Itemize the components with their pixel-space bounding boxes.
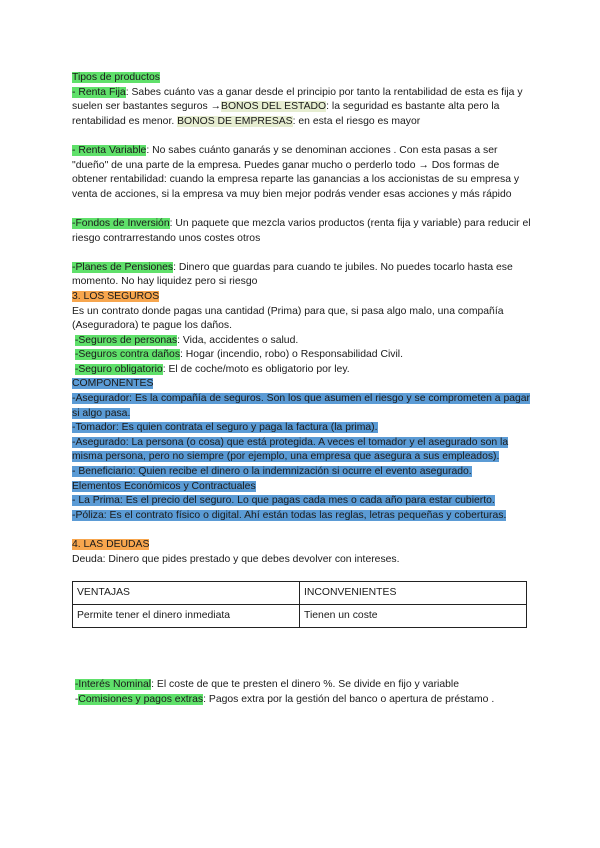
renta-fija-paragraph xyxy=(72,86,532,130)
fondos-label: -Fondos de Inversión xyxy=(72,217,170,229)
seguros-danos-label: -Seguros contra daños xyxy=(74,349,181,361)
elementos-heading xyxy=(72,480,532,495)
table-header-row xyxy=(73,582,527,605)
seguros-heading xyxy=(72,290,532,305)
interes-nominal-label: -Interés Nominal xyxy=(74,679,152,691)
seguros-danos-text: : Hogar (incendio, robo) o Responsabilidad Civil. xyxy=(180,349,403,361)
seguros-obligatorio-text: : El de coche/moto es obligatorio por ley. xyxy=(162,363,350,375)
seguros-personas xyxy=(72,334,532,349)
componente-asegurado xyxy=(72,436,532,465)
componentes-heading-text: COMPONENTES xyxy=(72,378,154,390)
seguros-intro: Es un contrato donde pagas una cantidad (Prima) para que, si pasa algo malo, una compañía (Aseguradora) te pague los daños. xyxy=(72,305,504,332)
ventajas-table xyxy=(72,581,527,628)
bonos-estado-label: BONOS DEL ESTADO xyxy=(221,101,327,113)
componente-beneficiario xyxy=(72,465,532,480)
renta-variable-text: : No sabes cuánto ganarás y se denominan acciones . Con esta pasas a ser "dueño" de una parte de la empresa. Puedes ganar mucho o perderlo todo → Dos formas de obtener rentabilidad: cuando la empresa reparte las ganancias a los accionistas de su empresa y venta de acciones, si la empresa va muy bien mejor podrás vender esas acciones y más rápido xyxy=(72,144,520,200)
componente-aseguradora-text: -Asegurador: Es la compañía de seguros. Son los que asumen el riesgo y se comprometen a pagar si algo pasa. xyxy=(72,393,531,419)
renta-fija-label: - Renta Fija xyxy=(72,86,126,98)
planes-paragraph xyxy=(72,261,532,290)
seguros-obligatorio-label: -Seguro obligatorio xyxy=(74,363,163,375)
seguros-heading-text: 3. LOS SEGUROS xyxy=(72,290,160,302)
elemento-poliza xyxy=(72,509,532,524)
comisiones: -Comisiones y pagos extras: Pagos extra por la gestión del banco o apertura de préstamo . xyxy=(72,693,495,705)
renta-variable-paragraph xyxy=(72,144,532,202)
seguros-danos xyxy=(72,348,532,363)
seguros-personas-label: -Seguros de personas xyxy=(74,334,178,346)
bonos-empresas-label: BONOS DE EMPRESAS xyxy=(177,115,293,127)
table-cell-inconveniente: Tienen un coste xyxy=(300,605,527,628)
renta-variable-label: - Renta Variable xyxy=(72,144,147,156)
table-cell-ventaja: Permite tener el dinero inmediata xyxy=(73,605,300,628)
deudas-heading xyxy=(72,538,532,553)
tipos-heading xyxy=(72,71,532,86)
planes-text: : Dinero que guardas para cuando te jubiles. No puedes tocarlo hasta ese momento. No hay liquidez pero si riesgo xyxy=(72,261,513,288)
document-content xyxy=(72,71,532,707)
fondos-text: : Un paquete que mezcla varios productos (renta fija y variable) para reducir el riesgo contrarrestando unos costes otros xyxy=(72,217,531,244)
comisiones-label: Comisiones y pagos extras xyxy=(78,693,204,705)
deudas-definitions xyxy=(72,678,532,707)
deudas-table-wrap xyxy=(72,581,532,628)
tipos-heading-text: Tipos de productos xyxy=(72,72,160,83)
componente-asegurado-text: -Asegurado: La persona (o cosa) que está protegida. A veces el tomador y el asegurado son la misma persona, pero no siempre (por ejemplo, una empresa que asegura a sus empleados). xyxy=(72,436,509,463)
deudas-intro: Deuda: Dinero que pides prestado y que debes devolver con intereses. xyxy=(72,553,400,565)
renta-fija-text-3: : en esta el riesgo es mayor xyxy=(292,115,421,127)
planes-label: -Planes de Pensiones xyxy=(72,261,174,273)
componente-tomador xyxy=(72,421,532,436)
componente-beneficiario-text: - Beneficiario: Quien recibe el dinero o la indemnización si ocurre el evento asegurado. xyxy=(72,466,472,478)
componente-tomador-text: -Tomador: Es quien contrata el seguro y paga la factura (la prima). xyxy=(72,422,378,434)
table-header-inconvenientes: INCONVENIENTES xyxy=(300,582,527,605)
elemento-prima xyxy=(72,494,532,509)
deudas-heading-text: 4. LAS DEUDAS xyxy=(72,539,150,550)
table-row xyxy=(73,605,527,628)
fondos-paragraph xyxy=(72,217,532,246)
interes-nominal-text: : El coste de que te presten el dinero %. Se divide en fijo y variable xyxy=(151,679,459,691)
renta-fija-text-2: : la seguridad es bastante alta pero la rentabilidad es menor. xyxy=(72,101,500,127)
renta-fija-text-1: : Sabes cuánto vas a ganar desde el principio por tanto la rentabilidad de esta es fija y suelen ser bastantes seguros → xyxy=(72,86,523,113)
interes-nominal xyxy=(72,678,532,693)
elemento-prima-text: - La Prima: Es el precio del seguro. Lo que pagas cada mes o cada año para estar cubierto. xyxy=(72,495,495,507)
seguros-personas-text: : Vida, accidentes o salud. xyxy=(177,334,299,346)
elementos-heading-text: Elementos Económicos y Contractuales xyxy=(72,480,256,492)
table-header-ventajas: VENTAJAS xyxy=(73,582,300,605)
seguros-obligatorio xyxy=(72,363,532,378)
componentes-heading xyxy=(72,377,532,392)
componente-aseguradora xyxy=(72,392,532,421)
elemento-poliza-text: -Póliza: Es el contrato físico o digital. Ahí están todas las reglas, letras pequeñas y coberturas. xyxy=(72,509,507,521)
comisiones-text: : Pagos extra por la gestión del banco o apertura de préstamo . xyxy=(203,693,495,705)
